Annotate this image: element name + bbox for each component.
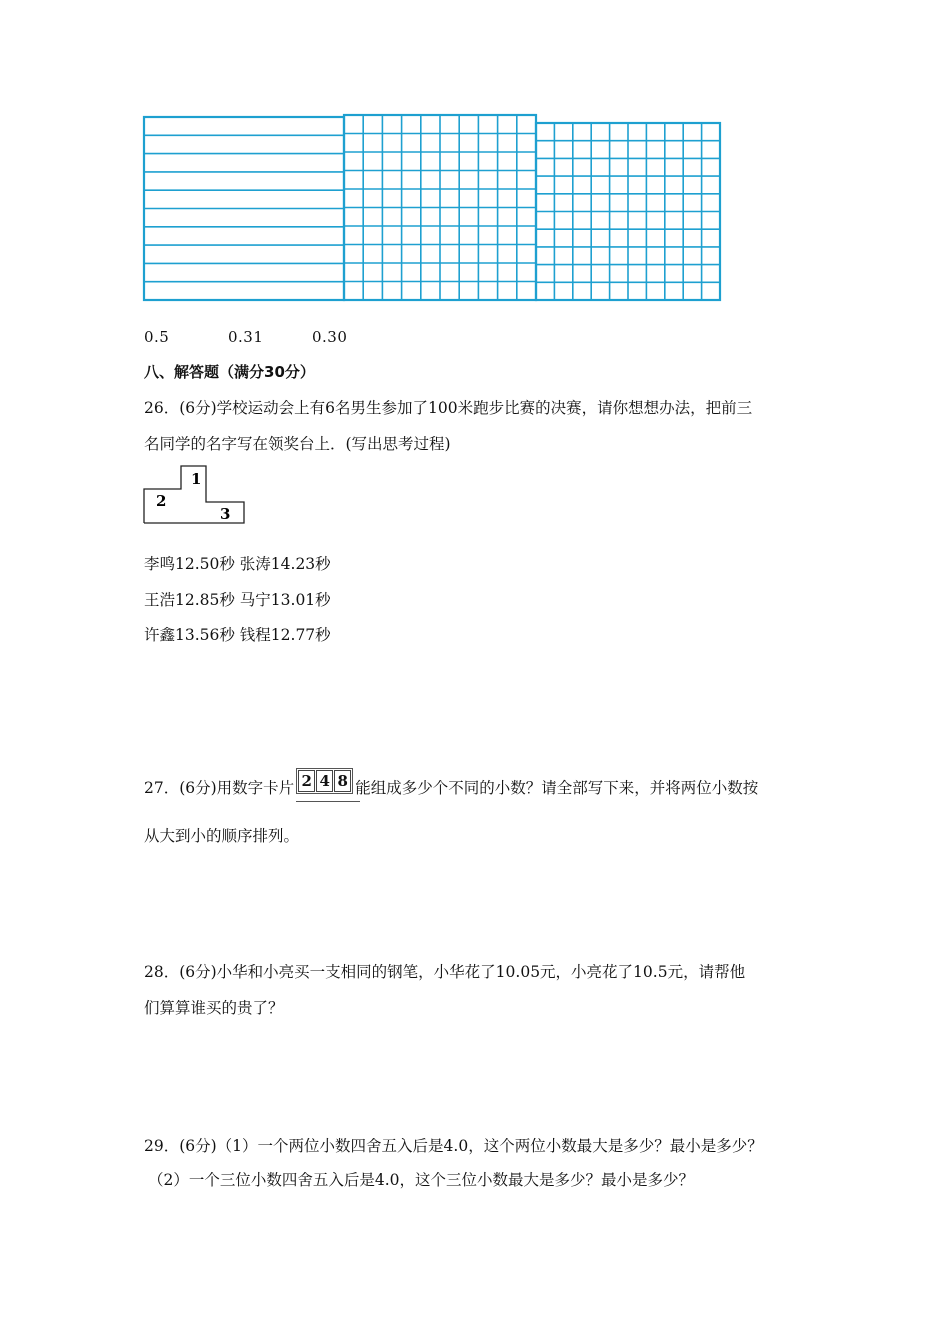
q28-line2: 们算算谁买的贵了？ <box>144 999 284 1017</box>
q26-result-1: 李鸣12.50秒 张涛14.23秒 <box>144 555 331 573</box>
decimal-grid-figures <box>0 0 950 320</box>
grid-label-1: 0.5 <box>144 328 170 346</box>
q29-line1: 29．(6分)（1）一个两位小数四舍五入后是4.0，这个两位小数最大是多少？最小是多少？ <box>144 1137 763 1155</box>
digit-cards <box>296 768 353 794</box>
podium-label-1: 1 <box>191 470 202 488</box>
podium-figure <box>140 462 250 528</box>
q26-result-3: 许鑫13.56秒 钱程12.77秒 <box>144 626 331 644</box>
q26-line1: 26．(6分)学校运动会上有6名男生参加了100米跑步比赛的决赛，请你想想办法，把前三 <box>144 399 753 417</box>
q26-line2: 名同学的名字写在领奖台上．(写出思考过程) <box>144 435 451 453</box>
digit-card-8: 8 <box>334 770 351 792</box>
q29-line2: （2）一个三位小数四舍五入后是4.0，这个三位小数最大是多少？最小是多少？ <box>148 1171 695 1189</box>
digit-card-2: 2 <box>298 770 315 792</box>
q28-line1: 28．(6分)小华和小亮买一支相同的钢笔，小华花了10.05元，小亮花了10.5元，请帮他 <box>144 963 746 981</box>
q27-line1 <box>144 772 759 802</box>
grid-label-3: 0.30 <box>312 328 348 346</box>
podium-label-2: 2 <box>156 492 167 510</box>
grid-label-2: 0.31 <box>228 328 264 346</box>
q27-line2: 从大到小的顺序排列。 <box>144 827 300 845</box>
podium-label-3: 3 <box>220 505 231 523</box>
q27-suffix: 能组成多少个不同的小数？请全部写下来，并将两位小数按 <box>355 779 759 797</box>
section-title: 八、解答题（满分30分） <box>144 363 315 381</box>
digit-card-4: 4 <box>316 770 333 792</box>
q27-prefix: 27．(6分)用数字卡片 <box>144 779 295 797</box>
q26-result-2: 王浩12.85秒 马宁13.01秒 <box>144 591 331 609</box>
